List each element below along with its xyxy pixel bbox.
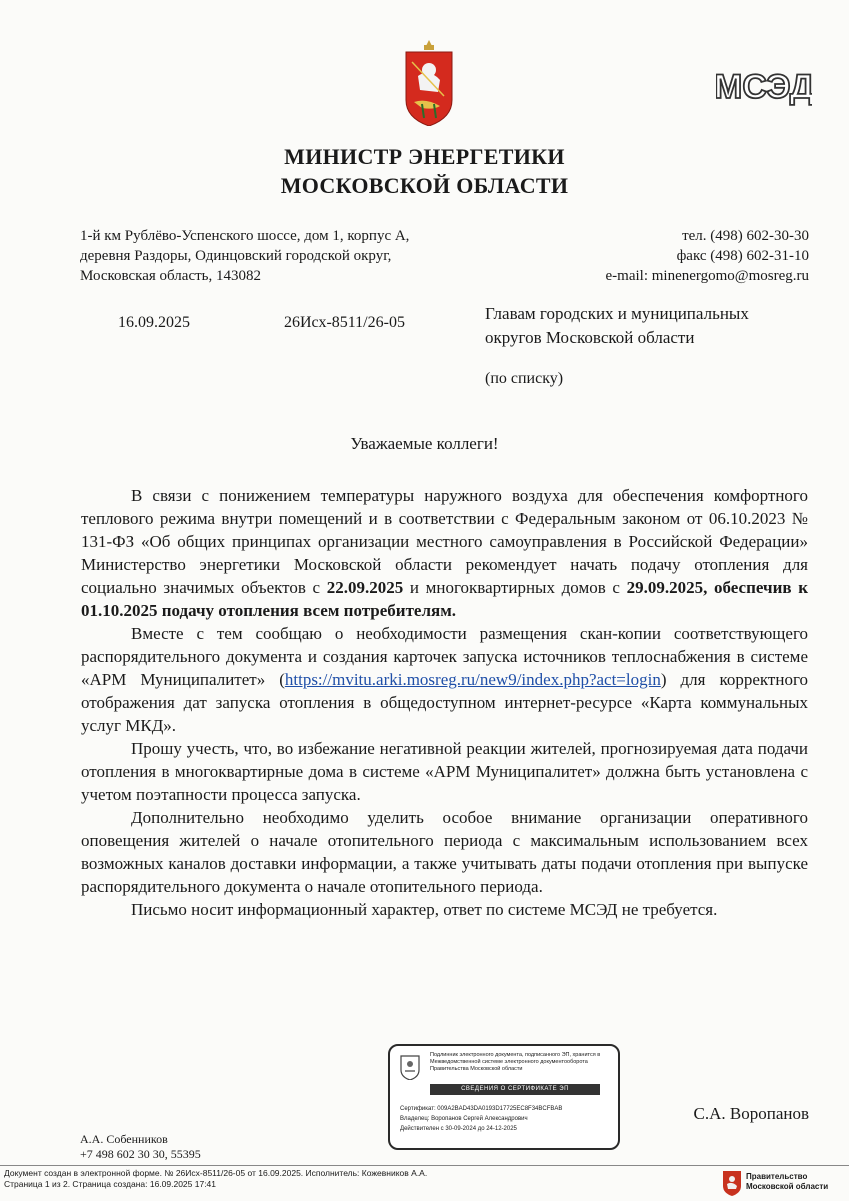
recipient-line-2: округов Московской области [485,328,695,347]
executor-info [80,1132,201,1162]
stamp-certificate-bar: СВЕДЕНИЯ О СЕРТИФИКАТЕ ЭП [430,1084,600,1095]
coat-of-arms-icon [404,40,454,126]
paragraph-2-text-a: Вместе с тем сообщаю о необходимости размещения скан-копии соответствующего распорядительного документа и создания карточек запуска источников теплоснабжения в системе «АРМ Муниципалитет» ( [81,624,808,689]
stamp-owner: Владелец: Воропанов Сергей Александрович [400,1116,528,1122]
msed-logo [716,66,812,106]
stamp-validity: Действителен с 30-09-2024 до 24-12-2025 [400,1126,517,1132]
greeting: Уважаемые коллеги! [350,434,499,453]
executor-phone: +7 498 602 30 30, 55395 [80,1147,201,1161]
title-line-1: МИНИСТР ЭНЕРГЕТИКИ [284,144,565,169]
footer-line-2: Страница 1 из 2. Страница создана: 16.09.2025 17:41 [4,1179,217,1189]
stamp-emblem-icon [400,1054,420,1080]
stamp-details [400,1104,562,1134]
paragraph-2 [81,622,808,737]
ministry-contacts [606,226,810,286]
email-address: e-mail: minenergomo@mosreg.ru [605,268,809,284]
arm-municipality-link[interactable]: https://mvitu.arki.mosreg.ru/new9/index.php?act=login [284,670,661,689]
gov-text-line-1: Правительство [746,1172,808,1181]
stamp-header-text: Подлинник электронного документа, подписанного ЭП, хранится в Межведомственной системе электронного документооборота Правительства Московской области [430,1052,601,1072]
apartment-buildings-start-date: 29.09.2025, обеспечив к 01.10.2025 подачу отопления всем потребителям. [81,578,808,620]
recipient-block [485,302,815,350]
executor-name: А.А. Собенников [80,1132,168,1146]
gov-text-line-2: Московской области [746,1182,829,1191]
government-logo-icon [722,1170,742,1196]
phone-number: тел. (498) 602-30-30 [682,228,809,244]
address-line-2: деревня Раздоры, Одинцовский городской округ, [80,248,392,264]
footer-line-1: Документ создан в электронной форме. № 26Исх-8511/26-05 от 16.09.2025. Исполнитель: Кожевников А.А. [4,1168,428,1178]
paragraph-1 [81,484,808,622]
paragraph-1-text-a: В связи с понижением температуры наружного воздуха для обеспечения комфортного теплового режима внутри помещений и в соответствии с Федеральным законом от 06.10.2023 № 131-ФЗ «Об общих принципах организации местного самоуправления в Российской Федерации» Министерство энергетики Московской области рекомендует начать подачу отопления для социально значимых объектов с [81,486,808,597]
fax-number: факс (498) 602-31-10 [676,248,809,264]
stamp-certificate: Сертификат: 009A2BAD43DA0193D17725EC8F34BCFBAB [400,1106,563,1112]
recipient-line-1: Главам городских и муниципальных [485,304,749,323]
paragraph-3: Прошу учесть, что, во избежание негативной реакции жителей, прогнозируемая дата подачи отопления в многоквартирные дома в системе «АРМ Муниципалитет» должна быть установлена с учетом поэтапности процесса запуска. [81,739,808,804]
social-objects-start-date: 22.09.2025 [326,578,404,597]
document-date: 16.09.2025 [118,314,190,331]
letterhead-title [0,142,849,200]
svg-text:МСЭД: МСЭД [716,68,812,106]
document-number: 26Исх-8511/26-05 [284,314,405,331]
title-line-2: МОСКОВСКОЙ ОБЛАСТИ [280,173,569,198]
letter-body [81,484,808,921]
paragraph-1-text-b: и многоквартирных домов с [403,578,627,597]
e-signature-stamp [388,1044,620,1150]
document-footer [4,1168,427,1190]
paragraph-5: Письмо носит информационный характер, ответ по системе МСЭД не требуется. [131,900,718,919]
footer-divider [0,1165,849,1166]
ministry-address [80,226,409,286]
recipient-per-list: (по списку) [485,370,564,387]
signer-name: С.А. Воропанов [693,1104,809,1123]
address-line-1: 1-й км Рублёво-Успенского шоссе, дом 1, корпус А, [80,228,410,244]
government-logo-text [746,1172,828,1192]
paragraph-2-text-b: ) для корректного отображения дат запуска отопления в общедоступном интернет-ресурсе «Карта коммунальных услуг МКД». [81,670,809,735]
address-line-3: Московская область, 143082 [80,268,261,284]
paragraph-4: Дополнительно необходимо уделить особое внимание организации оперативного оповещения жителей о начале отопительного периода с максимальным использованием всех возможных каналов доставки информации, а также учитывать даты подачи отопления при выпуске распорядительного документа о начале отопительного периода. [81,808,808,896]
